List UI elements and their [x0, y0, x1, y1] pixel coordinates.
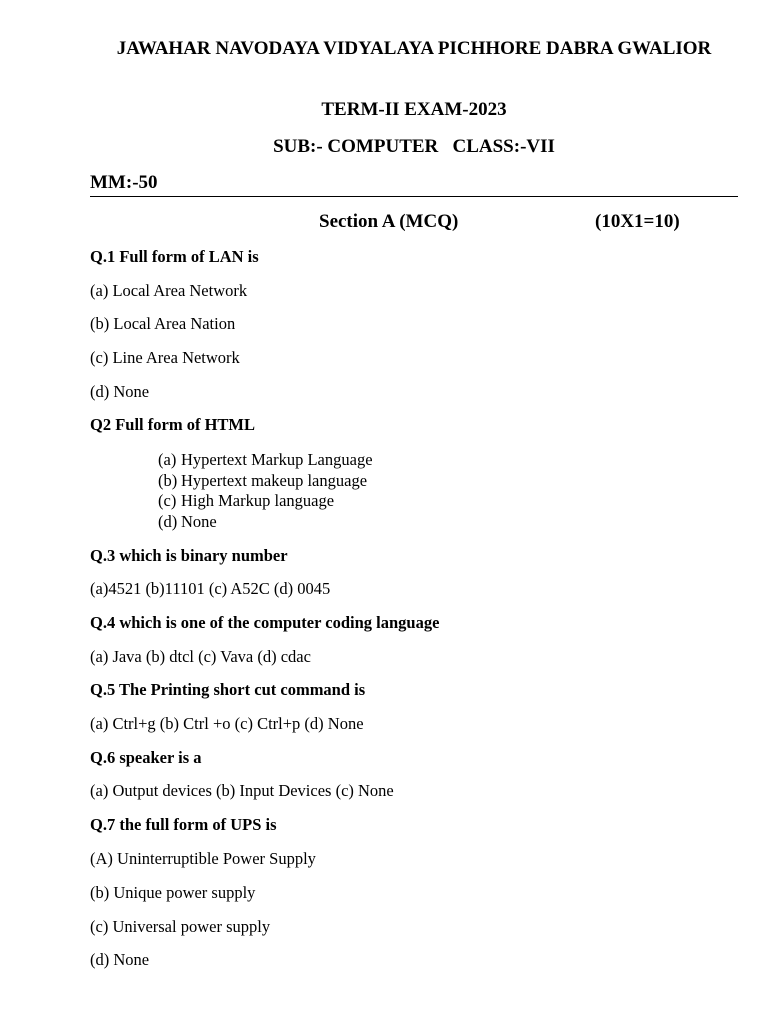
- question-1-option-c: (c) Line Area Network: [90, 348, 240, 367]
- question-2-option-a: [158, 450, 373, 471]
- subject-class-line: SUB:- COMPUTER CLASS:-VII: [273, 136, 555, 157]
- question-2-option-b: [158, 471, 373, 492]
- question-1-option-d: (d) None: [90, 382, 150, 401]
- question-7-option-d: (d) None: [90, 950, 150, 969]
- option-text: Hypertext Markup Language: [181, 450, 373, 469]
- exam-title: TERM-II EXAM-2023: [321, 99, 507, 120]
- question-5-options: (a) Ctrl+g (b) Ctrl +o (c) Ctrl+p (d) None: [90, 714, 364, 733]
- question-1: Q.1 Full form of LAN is: [90, 247, 259, 266]
- question-3: Q.3 which is binary number: [90, 546, 288, 565]
- question-7: Q.7 the full form of UPS is: [90, 815, 277, 834]
- section-title: Section A (MCQ): [319, 211, 459, 232]
- question-1-option-a: (a) Local Area Network: [90, 281, 248, 300]
- section-marks: (10X1=10): [595, 211, 680, 232]
- question-7-option-b: (b) Unique power supply: [90, 883, 256, 902]
- question-2-option-c: [158, 491, 373, 512]
- question-2-options: [158, 450, 373, 532]
- question-7-option-a: (A) Uninterruptible Power Supply: [90, 849, 316, 868]
- option-text: Hypertext makeup language: [181, 470, 368, 490]
- option-text: High Markup language: [181, 491, 335, 510]
- question-4-options: (a) Java (b) dtcl (c) Vava (d) cdac: [90, 647, 311, 666]
- header-divider: [90, 196, 738, 197]
- question-6-options: (a) Output devices (b) Input Devices (c) None: [90, 781, 394, 800]
- question-2-option-d: [158, 512, 373, 533]
- option-text: None: [181, 511, 217, 531]
- question-7-option-c: (c) Universal power supply: [90, 917, 271, 936]
- option-label: (c): [158, 491, 177, 510]
- option-label: (b): [158, 470, 178, 490]
- question-6: Q.6 speaker is a: [90, 748, 202, 767]
- question-5: Q.5 The Printing short cut command is: [90, 680, 366, 699]
- question-4: Q.4 which is one of the computer coding language: [90, 613, 440, 632]
- school-name-heading: JAWAHAR NAVODAYA VIDYALAYA PICHHORE DABRA GWALIOR: [116, 38, 712, 59]
- question-2: Q2 Full form of HTML: [90, 415, 255, 434]
- option-label: (d): [158, 511, 178, 531]
- question-1-option-b: (b) Local Area Nation: [90, 314, 236, 333]
- max-marks: MM:-50: [90, 172, 158, 193]
- question-3-options: (a)4521 (b)11101 (c) A52C (d) 0045: [90, 579, 331, 598]
- option-label: (a): [158, 450, 177, 469]
